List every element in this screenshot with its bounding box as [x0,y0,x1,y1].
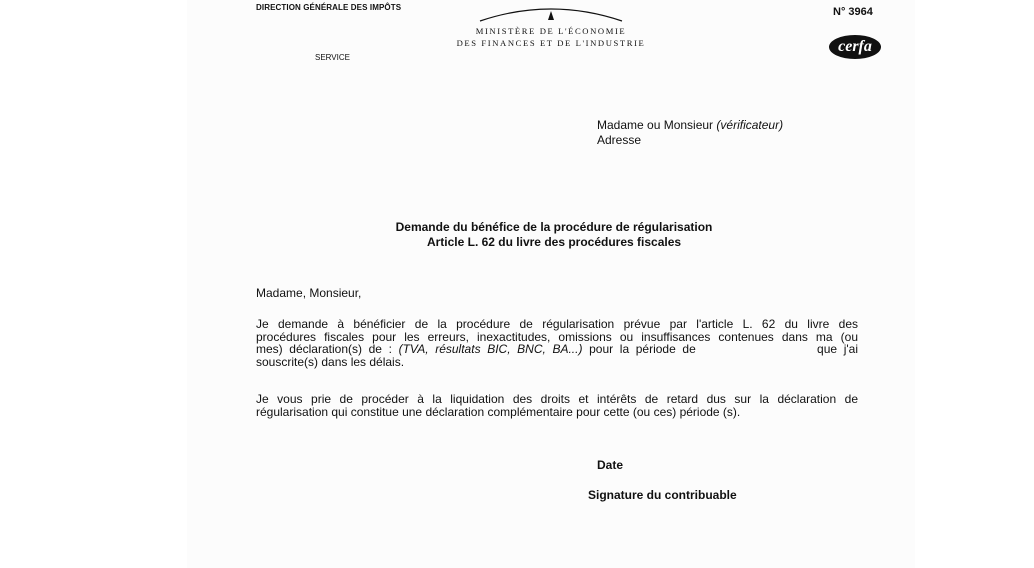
title-line-2: Article L. 62 du livre des procédures fiscales [426,235,682,249]
paragraph1-line-1: Je demande à bénéficier de la procédure de régularisation prévue par l'article L. 62 du livre des [256,317,858,331]
recipient-name: Madame ou Monsieur [597,118,714,132]
liquidation-paragraph [256,393,858,418]
recipient-role: (vérificateur) [716,118,784,132]
salutation: Madame, Monsieur, [256,286,362,300]
ministry-line-1: MINISTÈRE DE L'ÉCONOMIE [475,26,627,36]
title-line-1: Demande du bénéfice de la procédure de régularisation [395,220,713,234]
document-page [187,0,915,568]
ministry-line-2: DES FINANCES ET DE L'INDUSTRIE [456,38,646,48]
paragraph2-line-2: régularisation qui constitue une déclaration complémentaire pour cette (ou ces) période (s). [256,404,741,419]
document-title [353,220,755,250]
cerfa-logo: cerfa [829,35,881,59]
recipient-block [597,118,783,148]
period-label: pour la période de [589,342,696,356]
request-paragraph [256,318,858,368]
service-label: SERVICE [315,53,350,62]
paragraph2-line-1: Je vous prie de procéder à la liquidation des droits et intérêts de retard dus sur la déclaration de [256,392,858,406]
paragraph1-line-2: procédures fiscales pour les erreurs, inexactitudes, omissions ou insuffisances contenues dans ma (ou [256,329,858,344]
date-label: Date [597,458,624,472]
paragraph1-line-4: souscrite(s) dans les délais. [256,354,405,369]
signature-label: Signature du contribuable [588,488,737,502]
paragraph1-line-3 [256,343,858,356]
declaration-label: mes) déclaration(s) de : [256,342,392,356]
period-suffix: que j'ai [817,342,858,356]
form-number: N° 3964 [833,6,873,18]
direction-generale-label: DIRECTION GÉNÉRALE DES IMPÔTS [256,3,402,12]
declaration-types: (TVA, résultats BIC, BNC, BA...) [398,342,583,356]
recipient-line-1 [597,118,783,133]
ministry-name [446,25,656,49]
recipient-address: Adresse [597,133,642,147]
